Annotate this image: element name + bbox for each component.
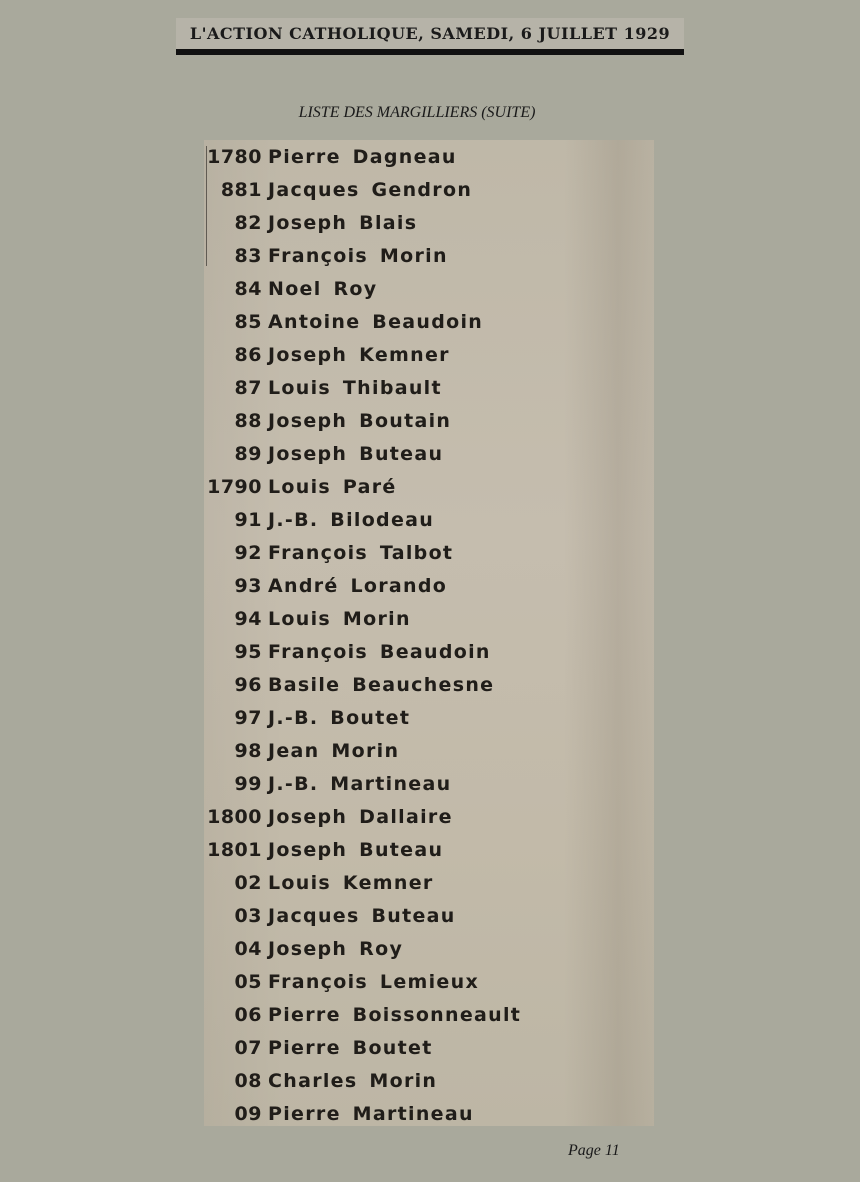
list-item [204, 208, 654, 238]
list-item [204, 835, 654, 865]
entry-year: 87 [234, 377, 262, 399]
list-item [204, 670, 654, 700]
newspaper-clipping [204, 140, 654, 1126]
list-item [204, 604, 654, 634]
list-item [204, 439, 654, 469]
entry-year: 09 [234, 1103, 262, 1125]
entry-name: Louis Morin [268, 608, 411, 630]
masthead-title: L'ACTION CATHOLIQUE, SAMEDI, 6 JUILLET 1929 [189, 24, 671, 43]
entry-name: Antoine Beaudoin [268, 311, 484, 333]
list-item [204, 901, 654, 931]
entry-year: 92 [234, 542, 262, 564]
list-item [204, 967, 654, 997]
entry-year: 1790 [207, 476, 262, 498]
entry-name: Pierre Boissonneault [268, 1004, 522, 1026]
list-item [204, 373, 654, 403]
entry-year: 1780 [207, 146, 262, 168]
list-item [204, 142, 654, 172]
page-number: Page 11 [568, 1142, 620, 1159]
entry-name: Joseph Buteau [268, 443, 444, 465]
list-item [204, 868, 654, 898]
list-item [204, 307, 654, 337]
entry-year: 05 [234, 971, 262, 993]
entry-name: J.-B. Martineau [268, 773, 452, 795]
list-item [204, 406, 654, 436]
entry-name: Charles Morin [268, 1070, 438, 1092]
entry-name: Joseph Dallaire [268, 806, 453, 828]
entry-year: 89 [234, 443, 262, 465]
entry-year: 88 [234, 410, 262, 432]
entry-year: 83 [234, 245, 262, 267]
entry-year: 881 [220, 179, 262, 201]
list-item [204, 1000, 654, 1030]
entry-year: 99 [234, 773, 262, 795]
list-item [204, 505, 654, 535]
entry-year: 02 [234, 872, 262, 894]
entry-year: 84 [234, 278, 262, 300]
entry-year: 98 [234, 740, 262, 762]
entry-name: Pierre Martineau [268, 1103, 474, 1125]
list-item [204, 241, 654, 271]
list-item [204, 769, 654, 799]
entry-name: Louis Paré [268, 476, 397, 498]
entry-name: François Talbot [268, 542, 454, 564]
entry-name: Pierre Dagneau [268, 146, 457, 168]
entry-name: Joseph Roy [268, 938, 404, 960]
list-item [204, 472, 654, 502]
list-item [204, 802, 654, 832]
entry-year: 94 [234, 608, 262, 630]
entry-year: 93 [234, 575, 262, 597]
entry-name: André Lorando [268, 575, 448, 597]
entry-name: Jean Morin [268, 740, 400, 762]
entry-name: Jacques Gendron [268, 179, 473, 201]
entry-year: 97 [234, 707, 262, 729]
list-item [204, 736, 654, 766]
entry-name: François Lemieux [268, 971, 480, 993]
entry-name: François Morin [268, 245, 448, 267]
entry-year: 91 [234, 509, 262, 531]
list-item [204, 1033, 654, 1063]
entry-year: 07 [234, 1037, 262, 1059]
entry-name: Joseph Boutain [268, 410, 452, 432]
entry-name: J.-B. Bilodeau [268, 509, 435, 531]
entry-year: 82 [234, 212, 262, 234]
entry-name: Louis Kemner [268, 872, 434, 894]
entry-year: 08 [234, 1070, 262, 1092]
entry-year: 1801 [207, 839, 262, 861]
entry-year: 96 [234, 674, 262, 696]
entry-name: Louis Thibault [268, 377, 442, 399]
list-item [204, 340, 654, 370]
entry-name: Pierre Boutet [268, 1037, 433, 1059]
entry-year: 06 [234, 1004, 262, 1026]
list-item [204, 703, 654, 733]
entry-name: Jacques Buteau [268, 905, 456, 927]
entry-year: 95 [234, 641, 262, 663]
list-item [204, 1066, 654, 1096]
entry-name: Joseph Blais [268, 212, 418, 234]
list-item [204, 175, 654, 205]
entry-year: 86 [234, 344, 262, 366]
entry-name: Basile Beauchesne [268, 674, 495, 696]
list-item [204, 538, 654, 568]
entry-name: Joseph Kemner [268, 344, 450, 366]
list-item [204, 274, 654, 304]
entry-name: Joseph Buteau [268, 839, 444, 861]
list-item [204, 1099, 654, 1129]
entry-name: J.-B. Boutet [268, 707, 411, 729]
newspaper-masthead [176, 18, 684, 55]
list-item [204, 571, 654, 601]
entry-year: 85 [234, 311, 262, 333]
entry-name: Noel Roy [268, 278, 378, 300]
list-item [204, 637, 654, 667]
entry-year: 03 [234, 905, 262, 927]
entry-year: 1800 [207, 806, 262, 828]
list-subtitle: LISTE DES MARGILLIERS (SUITE) [298, 104, 536, 121]
list-item [204, 934, 654, 964]
entry-year: 04 [234, 938, 262, 960]
entry-name: François Beaudoin [268, 641, 491, 663]
